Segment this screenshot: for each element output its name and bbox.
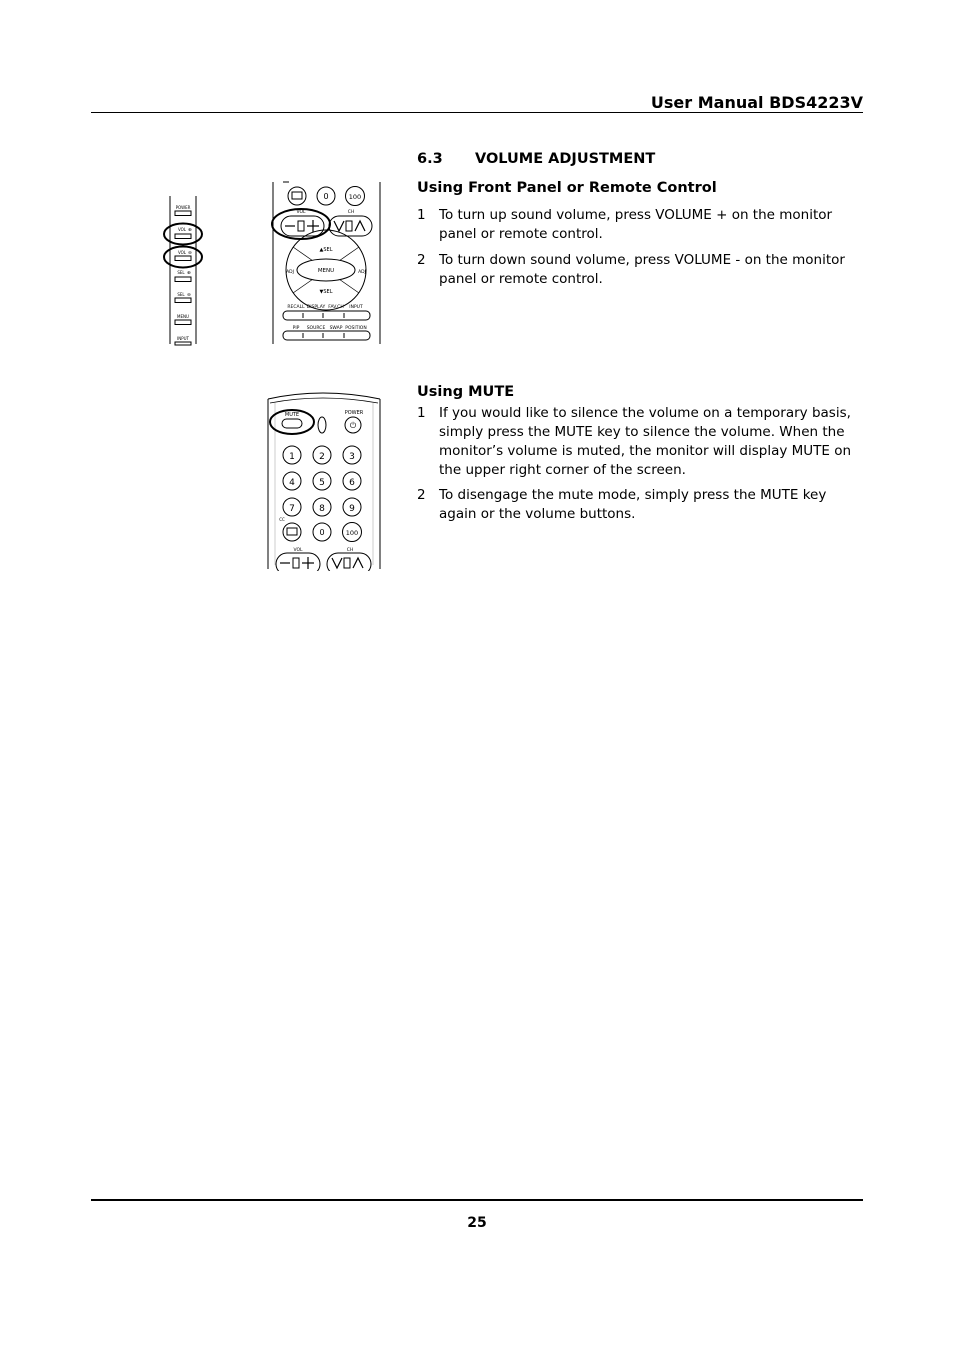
svg-text:7: 7	[289, 504, 295, 514]
row1-label: DISPLAY	[306, 305, 326, 310]
svg-text:8: 8	[319, 504, 325, 514]
cc-icon	[292, 192, 302, 199]
panel-button	[175, 250, 192, 261]
svg-text:⊖: ⊖	[187, 293, 191, 298]
step-text: To turn down sound volume, press VOLUME - on the monitor panel or remote control.	[439, 252, 845, 287]
mute-step	[417, 486, 863, 524]
footer-rule	[91, 1199, 863, 1201]
sensor	[318, 417, 326, 433]
adj-left-label: ADJ	[286, 270, 294, 275]
svg-text:3: 3	[349, 452, 355, 462]
vol-label: VOL	[293, 548, 303, 553]
mute-label: MUTE	[284, 412, 300, 418]
row1-label: FAV.CH	[328, 305, 344, 310]
section-number: 6.3	[417, 151, 443, 167]
row1-label: RECALL	[287, 305, 305, 310]
adj-right-label: ADJ	[358, 270, 366, 275]
front-panel-step	[417, 206, 863, 244]
row1-label: INPUT	[349, 305, 363, 310]
row2-label: POSITION	[345, 326, 367, 331]
ch-label: CH	[346, 548, 354, 553]
ch-label: CH	[347, 210, 355, 215]
svg-text:0: 0	[319, 528, 325, 537]
monitor-panel-figure	[160, 190, 210, 346]
remote-mute-figure	[262, 385, 388, 571]
step-text: To disengage the mute mode, simply press the MUTE key again or the volume buttons.	[439, 487, 827, 522]
svg-text:6: 6	[349, 478, 355, 488]
panel-label: POWER	[175, 205, 191, 210]
header-rule	[91, 112, 863, 113]
panel-button	[175, 336, 191, 345]
key-label: 100	[348, 193, 362, 201]
vol-label: VOL	[296, 210, 306, 215]
remote-control-figure	[265, 180, 387, 346]
panel-label: VOL	[177, 227, 187, 232]
panel-label: MENU	[177, 314, 189, 319]
step-number: 2	[417, 487, 426, 503]
row2-label: PIP	[292, 326, 300, 331]
row2-label: SWAP	[329, 326, 343, 331]
step-text: If you would like to silence the volume on a temporary basis, simply press the MUTE key to silence the volume. When the monitor’s volume is muted, the monitor will display MUTE on the upper right corner of the screen.	[439, 405, 852, 478]
panel-label: VOL	[177, 250, 187, 255]
digit-keys	[283, 446, 362, 542]
svg-text:9: 9	[349, 504, 355, 514]
menu-label: MENU	[317, 268, 335, 274]
key-label: 0	[323, 192, 329, 201]
page-number: 25	[467, 1215, 487, 1231]
row2-buttons	[283, 331, 370, 340]
cc-button	[288, 187, 306, 205]
svg-text:1: 1	[289, 452, 295, 462]
sel-up-label: ▲SEL	[319, 247, 333, 253]
svg-text:2: 2	[319, 452, 325, 462]
panel-button	[175, 227, 192, 239]
panel-button	[175, 292, 191, 303]
mute-heading: Using MUTE	[417, 384, 515, 400]
svg-text:⊕: ⊕	[187, 271, 191, 276]
step-number: 1	[417, 405, 426, 421]
panel-button	[175, 314, 191, 325]
mute-button	[282, 419, 302, 428]
power-label: POWER	[344, 410, 364, 416]
step-number: 1	[417, 207, 426, 223]
svg-text:⊖: ⊖	[188, 251, 192, 256]
section-title: VOLUME ADJUSTMENT	[475, 151, 656, 167]
row1-buttons	[283, 311, 370, 320]
step-number: 2	[417, 252, 426, 268]
svg-text:5: 5	[319, 478, 325, 488]
cc-label: CC	[279, 517, 285, 522]
ch-rocker	[329, 216, 372, 236]
panel-label: SEL	[177, 270, 185, 275]
header-title: User Manual BDS4223V	[650, 93, 863, 112]
svg-text:4: 4	[289, 478, 295, 488]
cc-button	[283, 523, 301, 541]
sel-down-label: ▼SEL	[319, 289, 333, 295]
mute-step	[417, 404, 863, 480]
power-icon: ⏻	[349, 421, 357, 430]
step-text: To turn up sound volume, press VOLUME + on the monitor panel or remote control.	[439, 207, 833, 242]
svg-text:⊕: ⊕	[188, 228, 192, 233]
row2-label: SOURCE	[306, 326, 326, 331]
panel-label: INPUT	[177, 336, 189, 341]
panel-button	[175, 270, 191, 282]
panel-label: SEL	[177, 292, 185, 297]
svg-text:100: 100	[345, 529, 359, 537]
front-panel-step	[417, 251, 863, 289]
panel-button	[175, 205, 191, 216]
front-panel-heading: Using Front Panel or Remote Control	[417, 180, 717, 196]
